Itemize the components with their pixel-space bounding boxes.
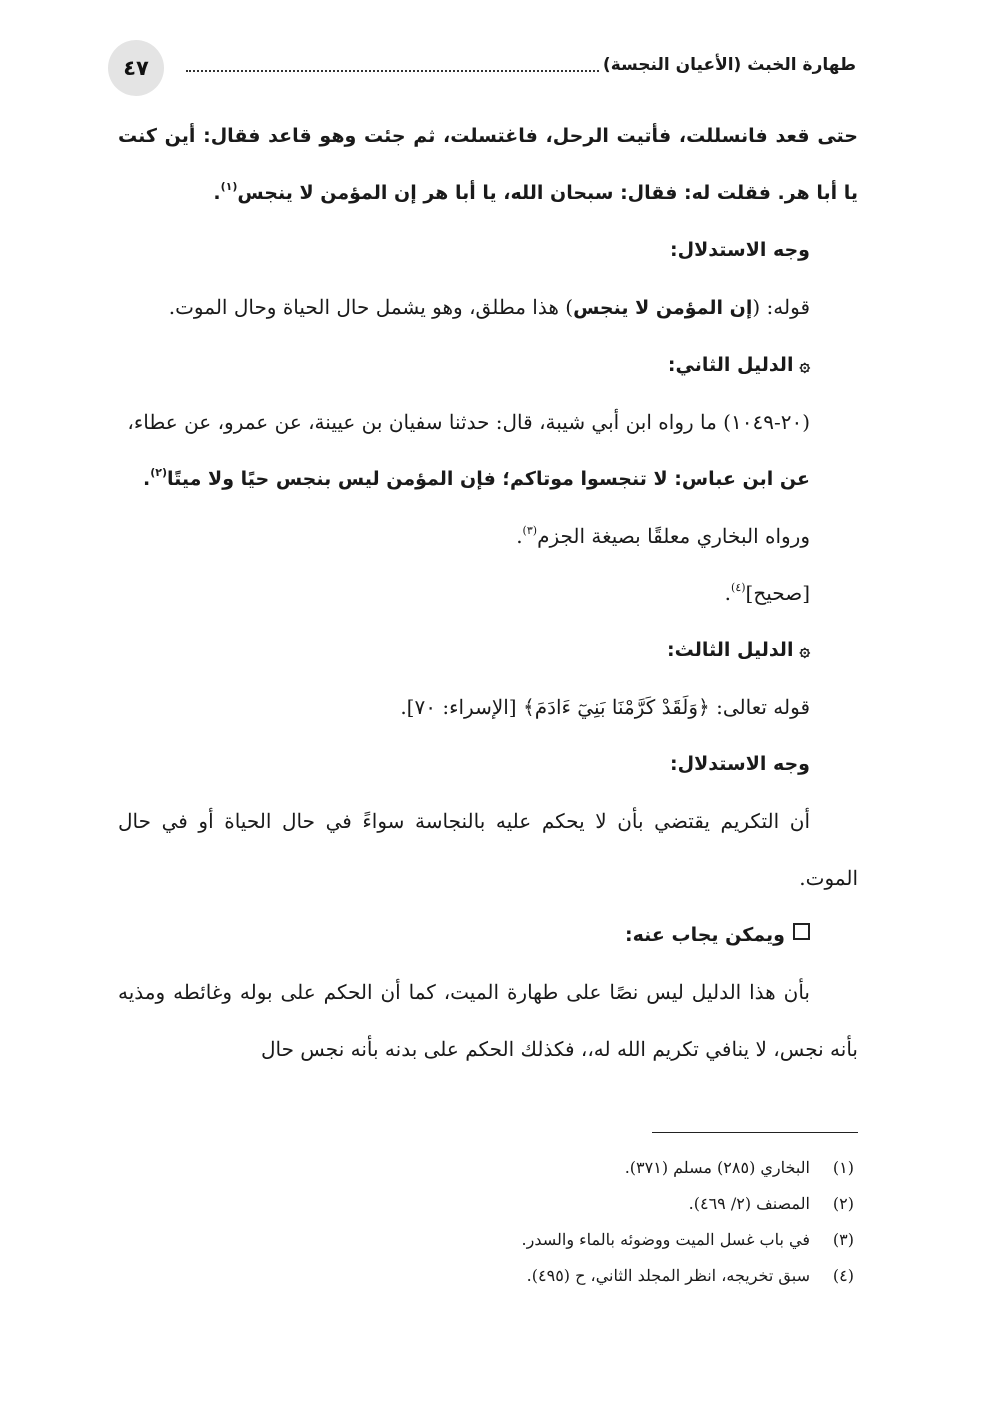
paragraph-istidlal-2: أن التكريم يقتضي بأن لا يحكم عليه بالنجاسة سواءً في حال الحياة أو في حال الموت.: [118, 809, 858, 890]
text-bukhari: ورواه البخاري معلقًا بصيغة الجزم: [537, 524, 810, 548]
running-title: طهارة الخبث (الأعيان النجسة): [602, 55, 856, 75]
hadith-end-2: .: [143, 468, 151, 490]
page-header: [108, 40, 860, 96]
footnote-number: (٣): [832, 1230, 854, 1249]
footnote-number: (٢): [832, 1194, 854, 1213]
footnote-ref-1[interactable]: (١): [220, 180, 238, 193]
text-bukhari-end: .: [516, 524, 523, 548]
quran-verse: ﴿وَلَقَدْ كَرَّمْنَا بَنِيٓ ءَادَمَ﴾: [522, 695, 710, 719]
footnotes-list: [118, 1150, 858, 1294]
checkbox-square-icon: [793, 923, 810, 940]
text-mutlaq: ) هذا مطلق، وهو يشمل حال الحياة وحال الموت.: [168, 295, 574, 319]
footnote-4: [118, 1258, 858, 1294]
page-body: [118, 108, 858, 1078]
text-quoted-hadith: إن المؤمن لا ينجس: [573, 297, 753, 319]
hadith-text-1: حتى قعد فانسللت، فأتيت الرحل، فاغتسلت، ثم جئت وهو قاعد فقال: أين كنت يا أبا هر. فقلت له: فقال: سبحان الله، يا أبا هر إن المؤمن لا ينجس: [118, 125, 858, 204]
footnote-2: [118, 1186, 858, 1222]
footnote-3: [118, 1222, 858, 1258]
paragraph-response: بأن هذا الدليل ليس نصًا على طهارة الميت، كما أن الحكم على بوله وغائطه ومذيه بأنه نجس، لا ينافي تكريم الله له،، فكذلك الحكم على بدنه بأنه نجس حال: [118, 980, 858, 1061]
header-title-line: [186, 50, 860, 80]
heading-second-evidence-label: الدليل الثاني:: [667, 354, 794, 376]
ornament-icon: ۞: [799, 640, 810, 661]
page-number-badge: ٤٧: [108, 40, 164, 96]
text-sahih-end: .: [724, 581, 732, 605]
heading-third-evidence: [118, 622, 858, 679]
paragraph-quran-verse: [118, 679, 858, 736]
footnote-text: في باب غسل الميت ووضوئه بالماء والسدر.: [521, 1230, 810, 1249]
footnote-text: البخاري (٢٨٥) مسلم (٣٧١).: [624, 1158, 810, 1177]
footnote-text: سبق تخريجه، انظر المجلد الثاني، ح (٤٩٥).: [526, 1266, 810, 1285]
text-sahih: [صحيح]: [745, 581, 810, 605]
header-dotted-leader: [186, 70, 599, 72]
hadith-text-2: عن ابن عباس: لا تنجسوا موتاكم؛ فإن المؤمن ليس بنجس حيًا ولا ميتًا: [167, 468, 810, 490]
text-surah-ref: [الإسراء: ٧٠].: [400, 695, 523, 719]
footnote-1: [118, 1150, 858, 1186]
footnote-number: (١): [832, 1158, 854, 1177]
heading-wajh-istidlal-1: وجه الاستدلال:: [670, 239, 810, 261]
heading-second-evidence: [118, 337, 858, 394]
heading-wajh-istidlal-2: وجه الاستدلال:: [670, 753, 810, 775]
footnote-separator: [652, 1132, 858, 1133]
footnote-ref-2[interactable]: (٢): [150, 466, 168, 479]
ornament-icon: ۞: [799, 355, 810, 376]
hadith-paragraph-1: [118, 108, 858, 222]
paragraph-istidlal-1: [118, 279, 858, 337]
footnote-ref-3[interactable]: (٣): [522, 524, 538, 537]
footnote-text: المصنف (٢/ ٤٦٩).: [688, 1194, 810, 1213]
heading-third-evidence-label: الدليل الثالث:: [666, 639, 794, 661]
text-qawluhu-taala: قوله تعالى:: [709, 695, 810, 719]
hadith-end-1: .: [213, 182, 221, 204]
text-qawluhu: قوله: (: [752, 295, 810, 319]
paragraph-isnad: (٢٠-١٠٤٩) ما رواه ابن أبي شيبة، قال: حدثنا سفيان بن عيينة، عن عمرو، عن عطاء،: [127, 410, 810, 434]
hadith-paragraph-2: [118, 451, 858, 508]
heading-response-label: ويمكن يجاب عنه:: [625, 924, 785, 946]
heading-response: [118, 907, 858, 964]
paragraph-grading: [118, 565, 858, 622]
footnote-ref-4[interactable]: (٤): [731, 581, 746, 594]
paragraph-bukhari: [118, 508, 858, 565]
footnote-number: (٤): [832, 1266, 854, 1285]
